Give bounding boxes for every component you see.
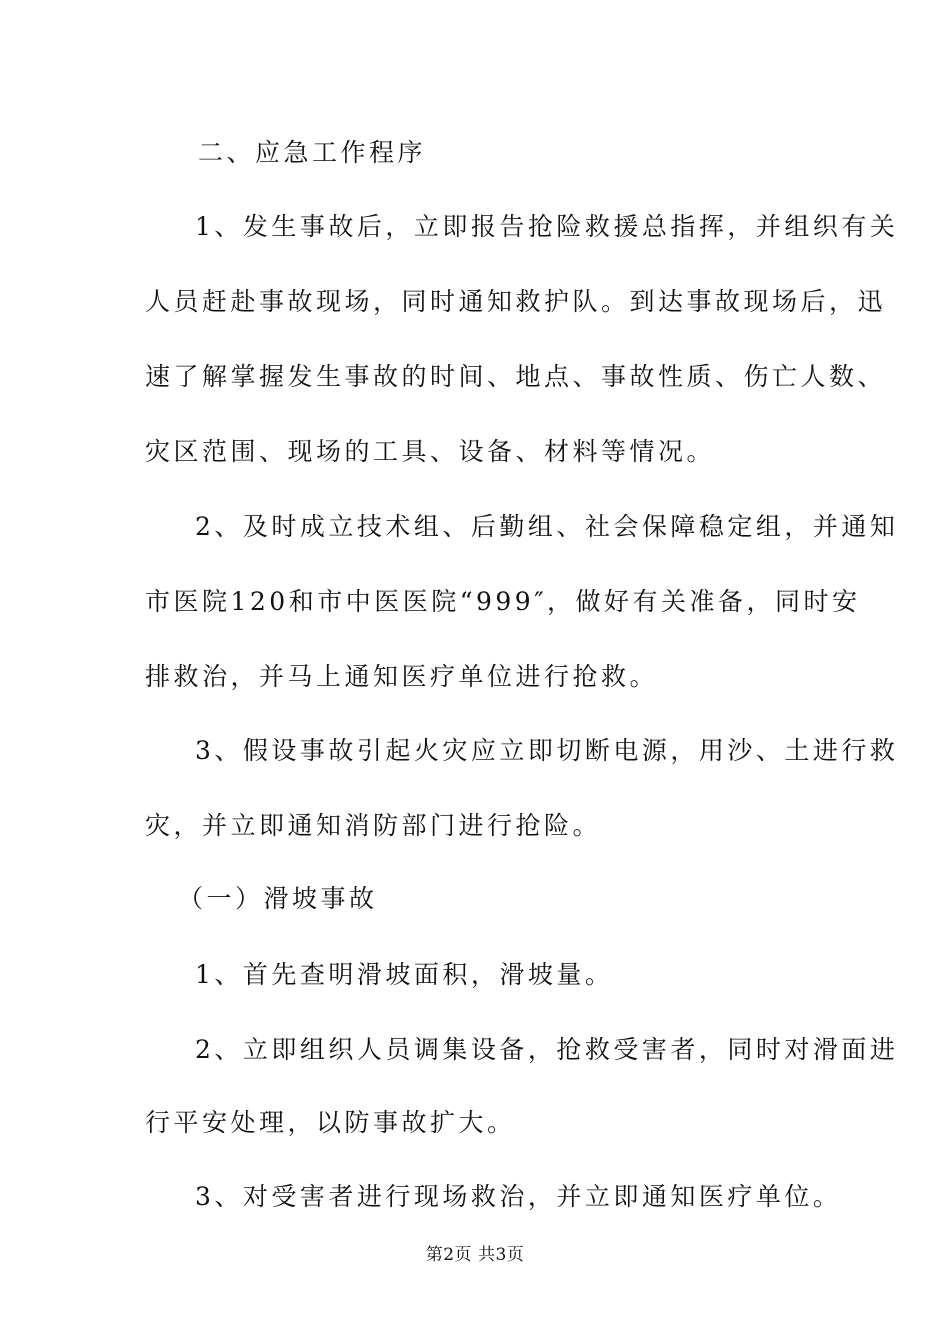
paragraph-line: 人员赶赴事故现场，同时通知救护队。到达事故现场后，迅 [145,287,887,316]
paragraph-line: 灾，并立即通知消防部门进行抢险。 [145,811,602,840]
paragraph-line: 排救治，并马上通知医疗单位进行抢救。 [145,662,659,691]
paragraph-line: 速了解掌握发生事故的时间、地点、事故性质、伤亡人数、 [145,362,887,391]
paragraph-line: 1、发生事故后，立即报告抢险救援总指挥，并组织有关 [195,212,899,241]
paragraph-line: 市医院120和市中医医院“999″，做好有关准备，同时安 [145,587,861,616]
paragraph-line: 3、假设事故引起火灾应立即切断电源，用沙、土进行救 [195,736,899,765]
paragraph-line: 2、及时成立技术组、后勤组、社会保障稳定组，并通知 [195,512,899,541]
paragraph-line: 3、对受害者进行现场救治，并立即通知医疗单位。 [195,1182,842,1211]
paragraph-line: 2、立即组织人员调集设备，抢救受害者，同时对滑面进 [195,1035,899,1064]
paragraph-line: 灾区范围、现场的工具、设备、材料等情况。 [145,437,716,466]
section-heading: 二、应急工作程序 [198,138,427,167]
page-footer: 第2页 共3页 [425,1245,525,1265]
paragraph-line: 1、首先查明滑坡面积，滑坡量。 [195,960,614,989]
subsection-heading: （一）滑坡事故 [178,884,378,913]
paragraph-line: 行平安处理，以防事故扩大。 [145,1108,516,1137]
